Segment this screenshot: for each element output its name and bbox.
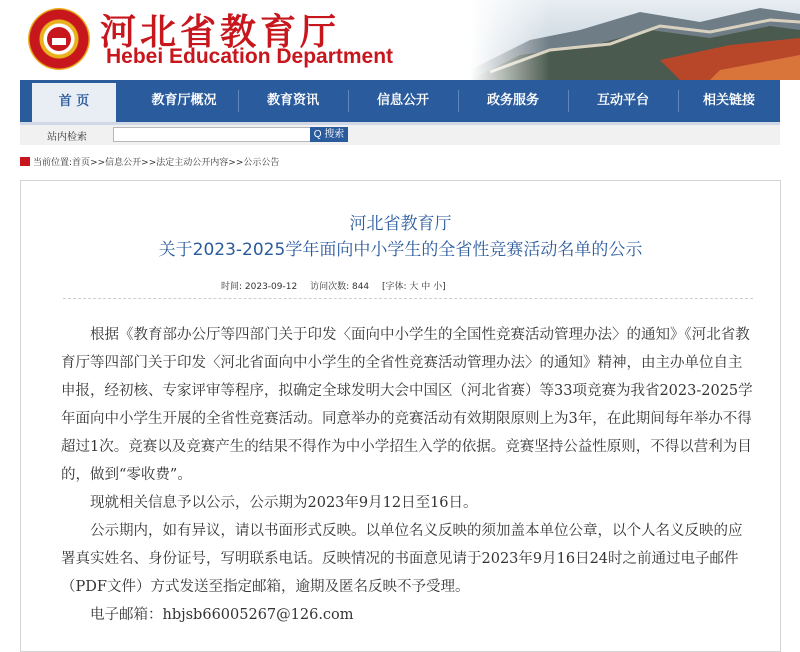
search-label: 站内检索 — [47, 132, 87, 143]
breadcrumb-home[interactable]: 首页 — [72, 158, 91, 168]
divider — [63, 298, 753, 299]
article-paragraph: 根据《教育部办公厅等四部门关于印发〈面向中小学生的全国性竞赛活动管理办法〉的通知》《河北省教育厅等四部门关于印发〈河北省面向中小学生的全省性竞赛活动管理办法〉的通知》精神，由主办单位自主申报，经初核、专家评审等程序，拟确定全球发明大会中国区（河北省赛）等33项竞赛为我省2023-2025学年面向中小学生开展的全省性竞赛活动。同意举办的竞赛活动有效期限原则上为3年，在此期间每年举办不得超过1次。竞赛以及竞赛产生的结果不得作为中小学招生入学的依据。竞赛坚持公益性原则，不得以营利为目的，做到“零收费”。 — [61, 327, 753, 483]
nav-item-home[interactable]: 首 页 — [32, 80, 116, 122]
great-wall-banner-image — [470, 0, 800, 80]
article-meta — [221, 279, 581, 292]
nav-item-overview[interactable]: 教育厅概况 — [151, 93, 217, 108]
nav-item-disclosure[interactable]: 信息公开 — [376, 93, 429, 108]
site-header — [0, 0, 800, 80]
breadcrumb-statutory[interactable]: 法定主动公开内容 — [156, 158, 229, 168]
logo-emblem-icon — [28, 8, 90, 70]
article-paragraph: 现就相关信息予以公示，公示期为2023年9月12日至16日。 — [90, 495, 478, 511]
breadcrumb-sep: >> — [141, 158, 157, 168]
nav-separator — [568, 90, 569, 112]
breadcrumb-notice[interactable]: 公示公告 — [243, 158, 280, 168]
search-bar — [20, 125, 780, 145]
main-nav — [20, 80, 780, 125]
nav-separator — [238, 90, 239, 112]
nav-separator — [458, 90, 459, 112]
article-paragraph: 公示期内，如有异议，请以书面形式反映。以单位名义反映的须加盖本单位公章，以个人名义反映的应署真实姓名、身份证号，写明联系电话。反映情况的书面意见请于2023年9月16日24时之前通过电子邮件（PDF文件）方式发送至指定邮箱，逾期及匿名反映不予受理。 — [61, 523, 743, 595]
breadcrumb-disclosure[interactable]: 信息公开 — [105, 158, 142, 168]
search-input[interactable] — [113, 127, 311, 142]
site-title-cn: 河北省教育厅 — [100, 11, 341, 53]
contact-email: 电子邮箱：hbjsb66005267@126.com — [90, 607, 354, 623]
article-title: 关于2023-2025学年面向中小学生的全省性竞赛活动名单的公示 — [158, 240, 643, 260]
breadcrumb-sep: >> — [228, 158, 244, 168]
nav-item-interaction[interactable]: 互动平台 — [596, 93, 649, 108]
nav-item-services[interactable]: 政务服务 — [486, 93, 539, 108]
breadcrumb-prefix: 当前位置: — [33, 158, 73, 168]
article-panel — [20, 180, 781, 652]
article-views: 访问次数: 844 — [310, 282, 370, 292]
site-title-en: Hebei Education Department — [106, 45, 394, 68]
font-size-switch[interactable]: [字体: 大 中 小] — [382, 282, 446, 292]
article-title-org: 河北省教育厅 — [349, 214, 452, 234]
search-button[interactable]: Q 搜索 — [310, 127, 348, 142]
nav-separator — [678, 90, 679, 112]
breadcrumb — [20, 155, 780, 171]
nav-separator — [348, 90, 349, 112]
article-body — [61, 321, 756, 629]
nav-item-news[interactable]: 教育资讯 — [266, 93, 319, 108]
article-time: 时间: 2023-09-12 — [221, 282, 298, 292]
location-icon — [20, 157, 30, 166]
breadcrumb-sep: >> — [90, 158, 106, 168]
nav-item-links[interactable]: 相关链接 — [702, 93, 755, 108]
